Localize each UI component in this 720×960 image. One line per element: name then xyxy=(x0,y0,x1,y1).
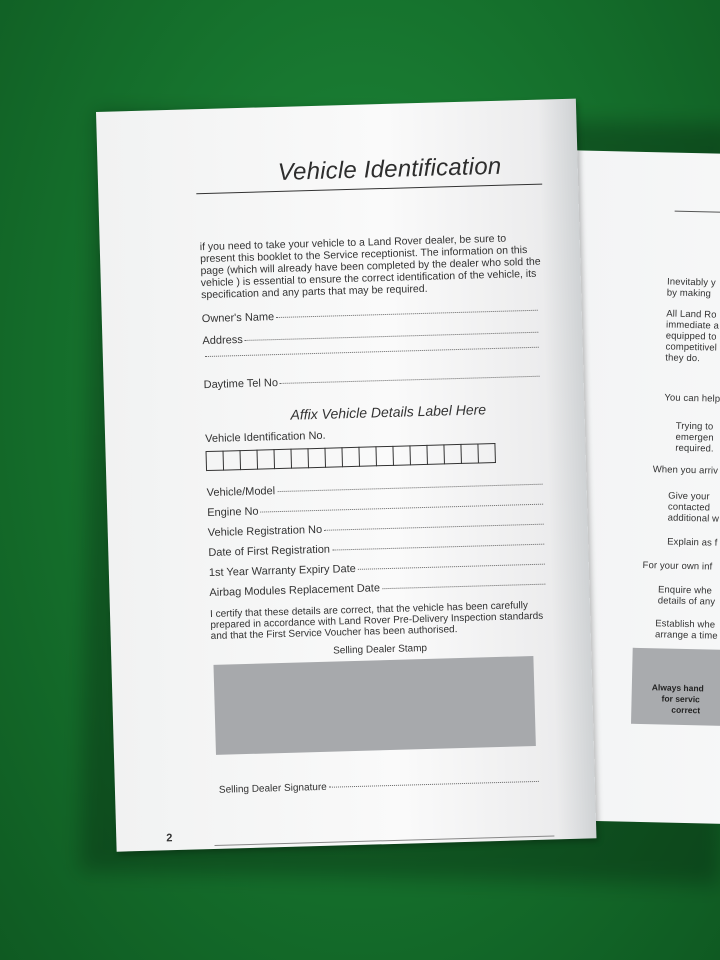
dotted-line xyxy=(329,780,539,788)
dotted-line xyxy=(280,375,540,384)
engine-no-field[interactable] xyxy=(207,498,543,519)
vin-character-box[interactable] xyxy=(291,448,309,468)
dealer-stamp-box xyxy=(213,656,535,755)
certification-statement: I certify that these details are correct, that the vehicle has been carefully prepared in accordance with Land Rover Pre-Delivery Inspection standards and that the First Service Voucher has been authorised. xyxy=(209,600,544,642)
right-text-line: immediate a xyxy=(665,319,720,332)
airbag-replacement-field[interactable] xyxy=(209,578,545,599)
right-text-line: details of any xyxy=(657,595,716,608)
right-text-line: competitivel xyxy=(665,341,718,354)
dotted-line xyxy=(277,483,542,492)
vin-character-box[interactable] xyxy=(444,444,462,464)
vin-character-box[interactable] xyxy=(274,449,292,469)
field-label: Owner's Name xyxy=(201,311,275,326)
right-title-rule xyxy=(675,211,720,213)
dotted-line xyxy=(261,503,544,513)
vin-character-box[interactable] xyxy=(478,443,496,463)
right-text-line: contacted xyxy=(667,501,711,514)
vin-box-grid[interactable] xyxy=(206,443,496,471)
dotted-line xyxy=(324,523,544,531)
affix-label-heading: Affix Vehicle Details Label Here xyxy=(290,401,487,423)
vin-character-box[interactable] xyxy=(461,443,479,463)
right-box-line: for servic xyxy=(661,693,700,705)
field-label: Vehicle Registration No xyxy=(207,523,323,540)
field-label: Airbag Modules Replacement Date xyxy=(209,582,381,600)
field-label: Vehicle/Model xyxy=(206,485,276,500)
right-box-line: correct xyxy=(671,704,701,716)
right-text-line: they do. xyxy=(665,352,701,365)
vin-character-box[interactable] xyxy=(240,450,258,470)
right-text-line: Inevitably y xyxy=(666,276,716,289)
vin-character-box[interactable] xyxy=(207,451,225,471)
title-rule xyxy=(196,184,542,195)
right-text-line: All Land Ro xyxy=(666,308,717,321)
right-text-line: You can help xyxy=(664,392,720,405)
vin-character-box[interactable] xyxy=(410,445,428,465)
right-box-line: Always hand xyxy=(651,682,704,694)
right-text-line: Trying to xyxy=(675,420,714,433)
dotted-line xyxy=(332,543,544,551)
right-text-line: emergen xyxy=(675,431,714,444)
intro-paragraph: if you need to take your vehicle to a Land Rover dealer, be sure to present this booklet to the Service receptionist. The information on this page (which will already have been completed by the dealer who sold the vehicle ) is essential to ensure the correct identification of the vehicle, its specification and any parts that may be required. xyxy=(199,232,541,302)
right-text-line: Explain as f xyxy=(667,536,718,549)
vin-character-box[interactable] xyxy=(427,444,445,464)
field-label: Date of First Registration xyxy=(208,543,331,560)
vin-character-box[interactable] xyxy=(376,446,394,466)
right-text-line: When you arriv xyxy=(652,464,719,477)
daytime-tel-field[interactable] xyxy=(203,370,539,391)
address-field[interactable] xyxy=(202,326,538,347)
right-text-line: equipped to xyxy=(665,330,717,343)
vin-character-box[interactable] xyxy=(325,447,343,467)
dotted-line xyxy=(358,563,545,570)
field-label: Engine No xyxy=(207,505,259,520)
left-page xyxy=(96,99,596,852)
dealer-signature-field[interactable] xyxy=(219,776,539,796)
vin-character-box[interactable] xyxy=(359,446,377,466)
dotted-line xyxy=(276,309,538,318)
dotted-line xyxy=(382,583,545,590)
vin-character-box[interactable] xyxy=(342,447,360,467)
right-text-line: Give your xyxy=(668,490,710,503)
page-number: 2 xyxy=(166,832,173,845)
first-registration-date-field[interactable] xyxy=(208,538,544,559)
field-label: Selling Dealer Signature xyxy=(218,781,327,796)
right-text-line: additional w xyxy=(667,512,720,525)
right-text-line: For your own inf xyxy=(642,559,713,573)
vin-label: Vehicle Identification No. xyxy=(205,429,326,446)
vehicle-registration-field[interactable] xyxy=(208,518,544,539)
page-title: Vehicle Identification xyxy=(277,152,502,186)
vin-character-box[interactable] xyxy=(257,449,275,469)
vin-character-box[interactable] xyxy=(308,448,326,468)
right-text-line: by making xyxy=(666,287,712,300)
vehicle-model-field[interactable] xyxy=(207,478,543,499)
right-text-line: arrange a time xyxy=(654,629,718,642)
field-label: Daytime Tel No xyxy=(203,377,279,392)
field-label: 1st Year Warranty Expiry Date xyxy=(208,562,356,580)
vin-character-box[interactable] xyxy=(393,445,411,465)
right-text-line: required. xyxy=(675,442,714,455)
right-text-line: Establish whe xyxy=(655,618,716,631)
stamp-label: Selling Dealer Stamp xyxy=(332,642,428,657)
warranty-expiry-field[interactable] xyxy=(209,558,545,579)
dotted-line xyxy=(245,331,539,341)
address-line-2-field[interactable] xyxy=(203,348,539,359)
right-text-line: Enquire whe xyxy=(657,584,713,597)
field-label: Address xyxy=(202,333,243,348)
owner-name-field[interactable] xyxy=(202,304,538,325)
vin-character-box[interactable] xyxy=(224,450,242,470)
dotted-line xyxy=(205,346,539,357)
